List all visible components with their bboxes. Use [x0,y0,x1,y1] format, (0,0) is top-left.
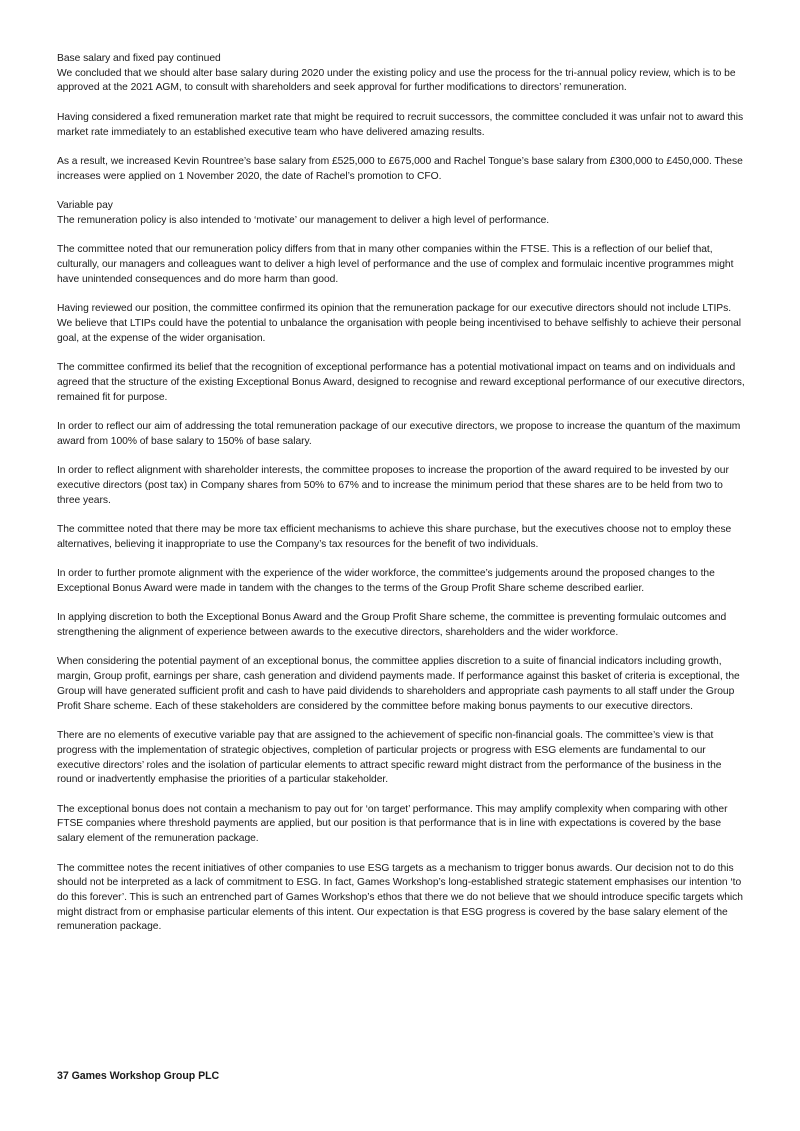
paragraph: There are no elements of executive variable pay that are assigned to the achievement of specific non-financial goals. The committee’s view is that progress with the implementation of strategic objectives, completion of particular projects or progress with ESG elements are fundamental to our executive directors’ roles and the isolation of particular elements to attract specific reward might distract from the performance of the business in the round or inadvertently emphasise the priorities of a particular stakeholder. [57,730,722,786]
paragraph: The committee noted that there may be more tax efficient mechanisms to achieve this share purchase, but the executives choose not to employ these alternatives, believing it inappropriate to use the Company’s tax resources for the benefit of two individuals. [57,524,732,550]
document-body [57,52,747,935]
paragraph: The remuneration policy is also intended to ‘motivate’ our management to deliver a high level of performance. [57,214,550,226]
paragraph: Having reviewed our position, the committee confirmed its opinion that the remuneration package for our executive directors should not include LTIPs. We believe that LTIPs could have the potential to unbalance the organisation with people being incentivised to behave selfishly to achieve their personal goal, at the expense of the wider organisation. [57,303,742,344]
paragraph: We concluded that we should alter base salary during 2020 under the existing policy and use the process for the tri-annual policy review, which is to be approved at the 2021 AGM, to consult with shareholders and seek approval for further modifications to directors’ remuneration. [57,67,736,94]
paragraph: In order to reflect our aim of addressing the total remuneration package of our executive directors, we propose to increase the quantum of the maximum award from 100% of base salary to 150% of base salary. [57,420,741,447]
paragraph: In order to further promote alignment with the experience of the wider workforce, the committee’s judgements around the proposed changes to the Exceptional Bonus Award were made in tandem with the changes to the terms of the Group Profit Share scheme described earlier. [57,568,715,594]
footer-company-name: Games Workshop Group PLC [71,1070,220,1082]
paragraph: When considering the potential payment of an exceptional bonus, the committee applies discretion to a suite of financial indicators including growth, margin, Group profit, earnings per share, cash generation and dividend payments made. If performance against this basket of criteria is exceptional, the Group will have generated sufficient profit and cash to have paid dividends to shareholders and appropriate cash payments to all staff under the Group Profit Share scheme. Each of these stakeholders are considered by the committee before making bonus payments to our executive directors. [57,656,740,712]
paragraph: Having considered a fixed remuneration market rate that might be required to recruit successors, the committee concluded it was unfair not to award this market rate immediately to an established executive team who have delivered amazing results. [57,111,744,138]
section-heading-base-salary: Base salary and fixed pay continued [57,53,221,64]
page-footer [57,1070,219,1082]
section-variable-pay [57,199,747,935]
paragraph: In order to reflect alignment with shareholder interests, the committee proposes to increase the proportion of the award required to be invested by our executive directors (post tax) in Company shares from 50% to 67% and to increase the minimum period that these shares are to be held from two to three years. [57,465,729,506]
section-base-salary [57,52,747,184]
paragraph: As a result, we increased Kevin Rountree’s base salary from £525,000 to £675,000 and Rachel Tongue’s base salary from £300,000 to £450,000. These increases were applied on 1 November 2020, the date of Rachel’s promotion to CFO. [57,156,743,182]
page-number: 37 [57,1070,69,1082]
paragraph: The exceptional bonus does not contain a mechanism to pay out for ‘on target’ performance. This may amplify complexity when comparing with other FTSE companies where threshold payments are applied, but our position is that performance that is in line with expectations is covered by the base salary element of the remuneration package. [57,803,728,845]
paragraph: The committee notes the recent initiatives of other companies to use ESG targets as a mechanism to trigger bonus awards. Our decision not to do this should not be interpreted as a lack of commitment to ESG. In fact, Games Workshop’s long-established strategic statement emphasises our intention ‘to do this forever’. This is such an entrenched part of Games Workshop’s ethos that there we do not believe that we should introduce specific targets which might distract from or emphasise particular elements of this intent. Our expectation is that ESG progress is covered by the base salary element of the remuneration package. [57,862,743,933]
section-heading-variable-pay: Variable pay [57,200,113,212]
paragraph: The committee noted that our remuneration policy differs from that in many other companies within the FTSE. This is a reflection of our belief that, culturally, our managers and colleagues want to deliver a high level of performance and the use of complex and formulaic incentive programmes might have unintended consequences and do more harm than good. [57,244,734,285]
paragraph: The committee confirmed its belief that the recognition of exceptional performance has a potential motivational impact on teams and on individuals and agreed that the structure of the existing Exceptional Bonus Award, designed to recognise and reward exceptional performance of our executive directors, remained fit for purpose. [57,362,745,403]
paragraph: In applying discretion to both the Exceptional Bonus Award and the Group Profit Share scheme, the committee is preventing formulaic outcomes and strengthening the alignment of experience between awards to the executive directors, shareholders and the wider workforce. [57,612,727,639]
